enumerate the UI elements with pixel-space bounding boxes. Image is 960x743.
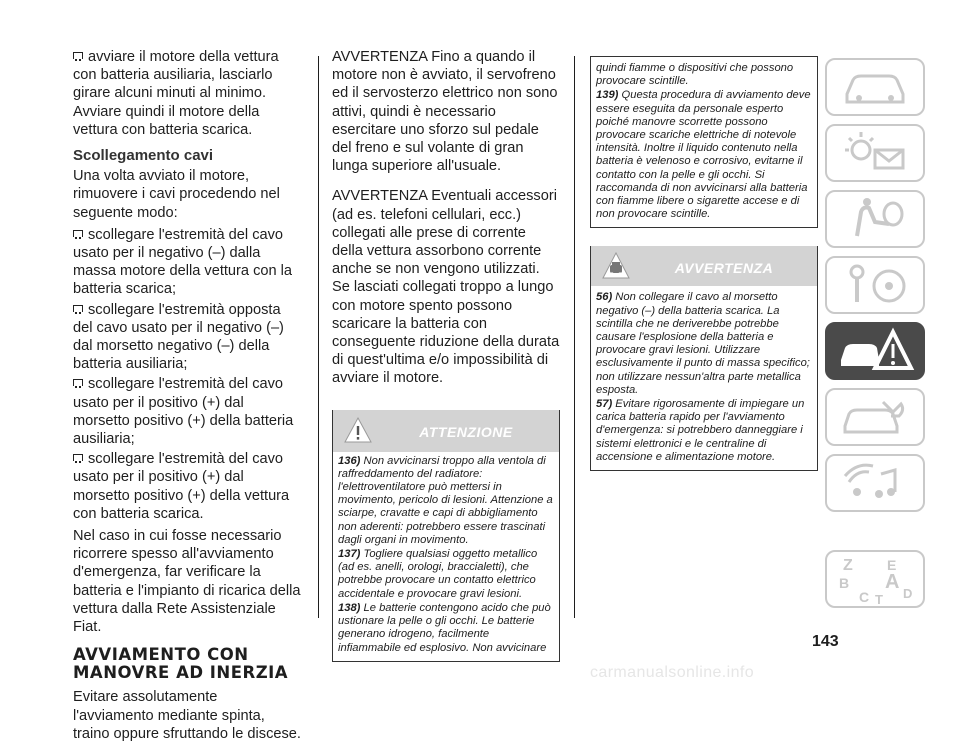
car-maintenance-icon <box>835 392 915 442</box>
note-item: 57) Evitare rigorosamente di impiegare un carica batteria rapido per l'avviamento d'emergenza: si potrebbero danneggiare i sistemi elettronici e le centraline di accensione e alimentazione motore. <box>596 398 805 463</box>
note-list <box>591 286 817 470</box>
warning-title: AVVERTENZA <box>674 260 774 277</box>
paragraph: AVVERTENZA Eventuali accessori (ad es. telefoni cellulari, ecc.) collegati alle prese di corrente della vettura assorbono corrente anche se non vengono utilizzati. Se lasciati collegati troppo a lungo con motore spento possono scaricare la batteria con conseguente riduzione della durata di quest'ultima e/o impossibilità di avviare il motore. <box>332 188 560 387</box>
section-heading: Scollegamento cavi <box>73 147 214 165</box>
index-letter-c: C <box>859 589 870 605</box>
bullet-item: scollegare l'estremità del cavo usato per il negativo (–) dalla massa motore della vettura con la batteria scarica; <box>73 226 293 298</box>
paragraph: Evitare assolutamente l'avviamento mediante spinta, traino oppure sfruttando le discese. <box>73 689 301 742</box>
index-letter-a: A <box>885 571 900 593</box>
tab-index[interactable] <box>825 550 930 612</box>
index-letter-d: D <box>903 586 913 601</box>
warning-light-envelope-icon <box>835 128 915 178</box>
tab-safety[interactable] <box>825 190 930 252</box>
bullet-icon <box>73 230 83 237</box>
attention-box-continued <box>590 56 818 228</box>
emergency-car-triangle-icon <box>835 326 915 376</box>
attention-box <box>332 410 560 662</box>
tab-maintenance[interactable] <box>825 388 930 450</box>
car-icon <box>835 62 915 112</box>
note-list <box>591 57 817 227</box>
multimedia-music-icon <box>835 458 915 508</box>
paragraph: AVVERTENZA Fino a quando il motore non è avviato, il servofreno ed il servosterzo elettrico non sono attivi, quindi è necessario esercitare uno sforzo sul pedale del freno e sul volante di gran lunga superiore all'usuale. <box>332 49 558 175</box>
column-3 <box>590 56 818 471</box>
index-letter-b: B <box>839 575 850 591</box>
warning-box <box>590 246 818 471</box>
bullet-item: avviare il motore della vettura con batteria ausiliaria, lasciarlo girare alcuni minuti al minimo. Avviare quindi il motore della vettura con batteria scarica. <box>73 49 279 138</box>
warning-header <box>591 246 817 286</box>
bullet-icon <box>73 379 83 386</box>
alphabetical-index-icon <box>835 552 915 606</box>
column-divider-1 <box>318 56 319 618</box>
note-item: 56) Non collegare il cavo al morsetto negativo (–) della batteria scarica. La scintilla che ne deriverebbe potrebbe causare l'esplosione della batteria e provocare gravi lesioni. Utilizzare esclusivamente il punto di massa specifico; non utilizzare nessun'altra parte metallica esposta. <box>596 291 810 396</box>
index-letter-e: E <box>887 557 897 573</box>
tab-vehicle[interactable] <box>825 58 930 120</box>
attention-header <box>333 410 559 452</box>
bullet-icon <box>73 305 83 312</box>
bullet-item: scollegare l'estremità del cavo usato per il positivo (+) dal morsetto positivo (+) della vettura con batteria scarica. <box>73 451 290 522</box>
attention-title: ATTENZIONE <box>419 423 513 440</box>
paragraph: Nel caso in cui fosse necessario ricorrere spesso all'avviamento d'emergenza, far verificare la batteria e l'impianto di ricarica della vettura dalla Rete Assistenziale Fiat. <box>73 528 301 636</box>
note-item: 138) Le batterie contengono acido che può ustionare la pelle o gli occhi. Le batterie generano idrogeno, facilmente infiammabile ed esplosivo. Non avvicinare <box>338 601 551 654</box>
tab-dashboard-lights[interactable] <box>825 124 930 186</box>
index-letter-z: Z <box>843 557 853 574</box>
index-letter-t: T <box>875 592 883 606</box>
tab-driving[interactable] <box>825 256 930 318</box>
paragraph: Una volta avviato il motore, rimuovere i cavi procedendo nel seguente modo: <box>73 168 280 221</box>
column-1 <box>73 48 301 743</box>
note-item: 136) Non avvicinarsi troppo alla ventola di raffreddamento del radiatore: l'elettroventilatore può mettersi in movimento, pericolo di lesioni. Attenzione a sciarpe, cravatte e capi di abbigliamento non aderenti: potrebbero essere trascinati dagli organi in movimento. <box>338 454 553 546</box>
note-item: 139) Questa procedura di avviamento deve essere eseguita da personale esperto poiché manovre scorrette possono provocare scariche elettriche di notevole intensità. Inoltre il liquido contenuto nella batteria è velenoso e corrosivo, evitarne il contatto con la pelle e gli occhi. Si raccomanda di non avvicinarsi alla batteria con fiamme libere o sigarette accese e di non provocare scintille. <box>596 89 811 221</box>
bullet-item: scollegare l'estremità del cavo usato per il positivo (+) dal morsetto positivo (+) della batteria ausiliaria; <box>73 376 294 448</box>
footer-watermark: carmanualsonline.info <box>590 664 755 681</box>
bullet-icon <box>73 52 83 59</box>
key-steering-wheel-icon <box>835 260 915 310</box>
column-2 <box>332 48 560 662</box>
note-item: 137) Togliere qualsiasi oggetto metallico (ad es. anelli, orologi, braccialetti), che potrebbe provocare un contatto elettrico accidentale e provocare gravi lesioni. <box>338 548 538 600</box>
chapter-heading: AVVIAMENTO CON MANOVRE AD INERZIA <box>73 645 289 683</box>
note-list <box>333 452 559 661</box>
note-item: quindi fiamme o dispositivi che possono provocare scintille. <box>596 62 794 88</box>
tab-multimedia[interactable] <box>825 454 930 516</box>
page-number: 143 <box>812 633 839 650</box>
bullet-icon <box>73 454 83 461</box>
tab-emergency[interactable] <box>825 322 930 384</box>
column-divider-2 <box>574 56 575 618</box>
bullet-item: scollegare l'estremità opposta del cavo usato per il negativo (–) dal morsetto negativo (–) della batteria ausiliaria; <box>73 301 284 373</box>
seatbelt-airbag-icon <box>835 194 915 244</box>
